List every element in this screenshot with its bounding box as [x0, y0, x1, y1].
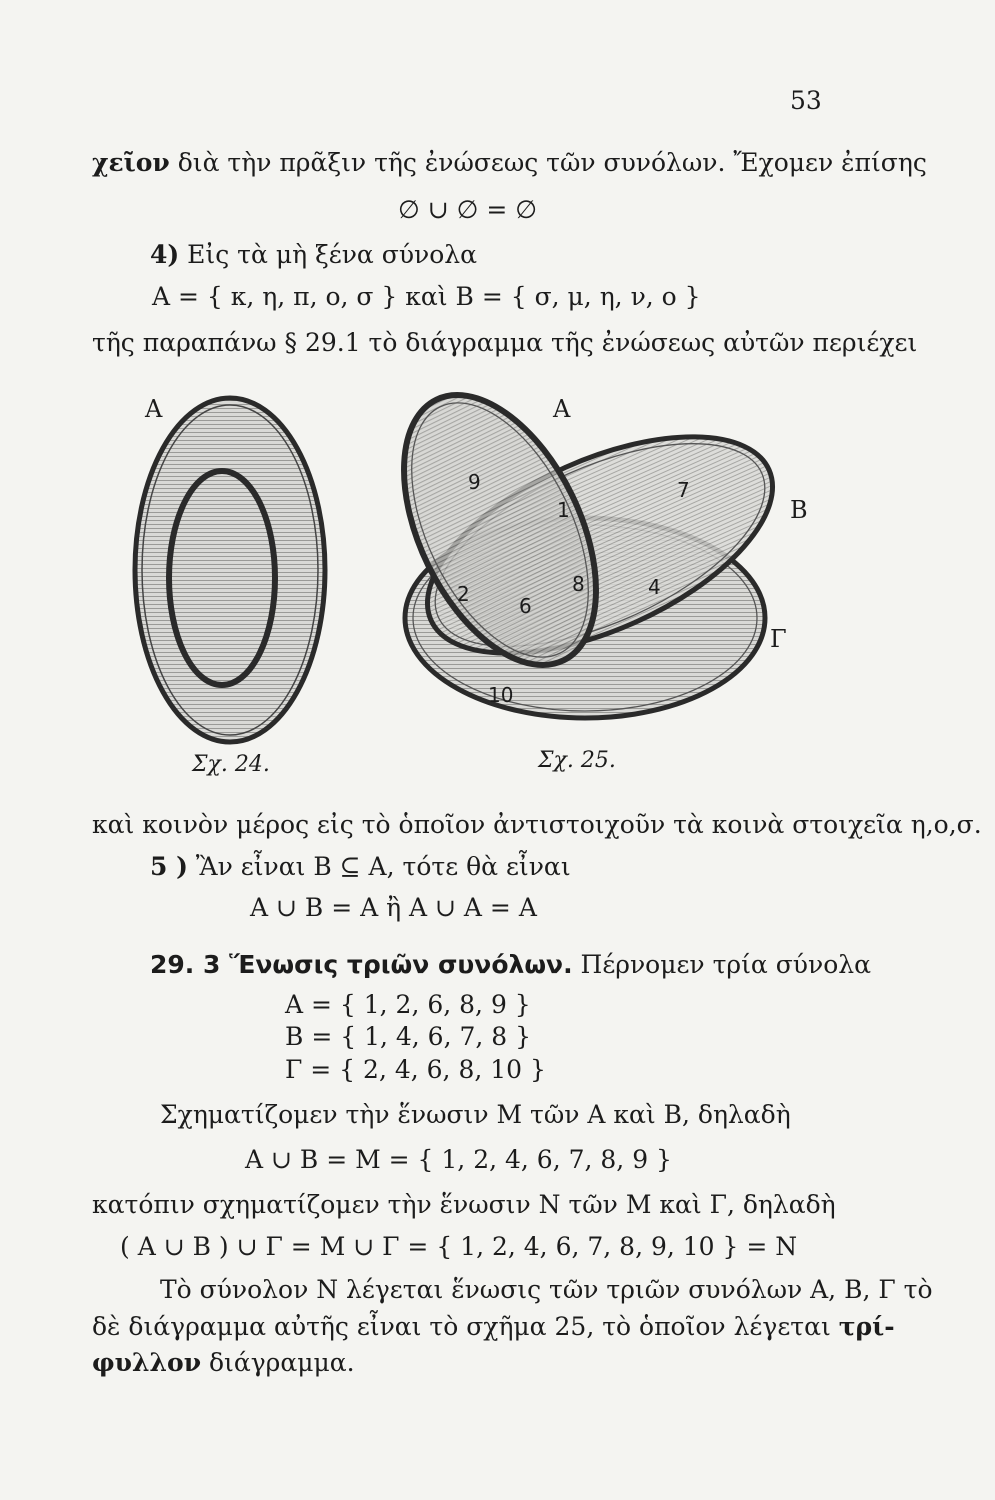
sets-a-b-definition: A = { κ, η, π, ο, σ } καὶ B = { σ, μ, η, ν, ο }: [152, 282, 701, 311]
bold-word: τρί-: [838, 1312, 895, 1341]
set-b-listing: B = { 1, 4, 6, 7, 8 }: [285, 1022, 532, 1051]
line-text: Ἂν εἶναι B ⊆ A, τότε θὰ εἶναι: [187, 852, 571, 881]
region-7: 7: [677, 478, 690, 502]
text-line-15: κατόπιν σχηματίζομεν τὴν ἕνωσιν N τῶν M καὶ Γ, δηλαδὴ: [92, 1190, 836, 1219]
text-line-6: καὶ κοινὸν μέρος εἰς τὸ ὁποῖον ἀντιστοιχοῦν τὰ κοινὰ στοιχεῖα η,ο,σ.: [92, 810, 982, 839]
fig24-label-a: A: [145, 395, 163, 423]
item-number: 4): [150, 240, 180, 269]
empty-set-equation: ∅ ∪ ∅ = ∅: [398, 195, 538, 224]
item-5-intro: [150, 852, 571, 882]
fig25-label-gamma: Γ: [770, 625, 787, 653]
region-8: 8: [572, 572, 585, 596]
item-number: 5 ): [150, 852, 188, 881]
section-29-3-heading: [150, 950, 871, 980]
set-gamma-listing: Γ = { 2, 4, 6, 8, 10 }: [285, 1055, 546, 1084]
text-line-18: [92, 1312, 895, 1342]
figure-24-diagram: [135, 398, 325, 742]
fig25-caption: Σχ. 25.: [538, 748, 616, 773]
page-number: 53: [790, 86, 822, 115]
set-a-listing: A = { 1, 2, 6, 8, 9 }: [285, 990, 531, 1019]
bold-word: χεῖον: [92, 148, 170, 177]
text-line-19: [92, 1348, 355, 1378]
region-1: 1: [557, 498, 570, 522]
section-number: 29. 3: [150, 950, 221, 979]
region-2: 2: [457, 582, 470, 606]
line-text: Εἰς τὰ μὴ ξένα σύνολα: [179, 240, 478, 269]
text-line-5: τῆς παραπάνω § 29.1 τὸ διάγραμμα τῆς ἐνώσεως αὐτῶν περιέχει: [92, 328, 918, 357]
region-9: 9: [468, 470, 481, 494]
union-n-equation: ( A ∪ B ) ∪ Γ = M ∪ Γ = { 1, 2, 4, 6, 7, 8, 9, 10 } = N: [120, 1232, 798, 1261]
region-4: 4: [648, 575, 661, 599]
text-line-13: Σχηματίζομεν τὴν ἕνωσιν M τῶν A καὶ B, δηλαδὴ: [160, 1100, 791, 1129]
outer-set-a-ellipse: [135, 398, 325, 742]
figure-25-trefoil-diagram: [365, 365, 804, 718]
fig25-label-a: A: [553, 395, 571, 423]
region-6: 6: [519, 594, 532, 618]
line-text: Πέρνομεν τρία σύνολα: [572, 950, 871, 979]
section-title: Ἕνωσις τριῶν συνόλων.: [220, 950, 573, 979]
line-text: διάγραμμα.: [201, 1348, 355, 1377]
fig24-caption: Σχ. 24.: [192, 752, 270, 777]
fig25-label-b: B: [790, 496, 808, 524]
line-text: διὰ τὴν πρᾶξιν τῆς ἐνώσεως τῶν συνόλων. Ἔχομεν ἐπίσης: [169, 148, 927, 177]
region-10: 10: [488, 683, 514, 707]
bold-word: φυλλον: [92, 1348, 202, 1377]
line-text: δὲ διάγραμμα αὐτῆς εἶναι τὸ σχῆμα 25, τὸ ὁποῖον λέγεται: [92, 1312, 839, 1341]
union-identity-equations: A ∪ B = A ἢ A ∪ A = A: [250, 893, 537, 922]
union-m-equation: A ∪ B = M = { 1, 2, 4, 6, 7, 8, 9 }: [245, 1145, 672, 1174]
text-line-17: Τὸ σύνολον N λέγεται ἕνωσις τῶν τριῶν συνόλων A, B, Γ τὸ: [160, 1275, 933, 1304]
